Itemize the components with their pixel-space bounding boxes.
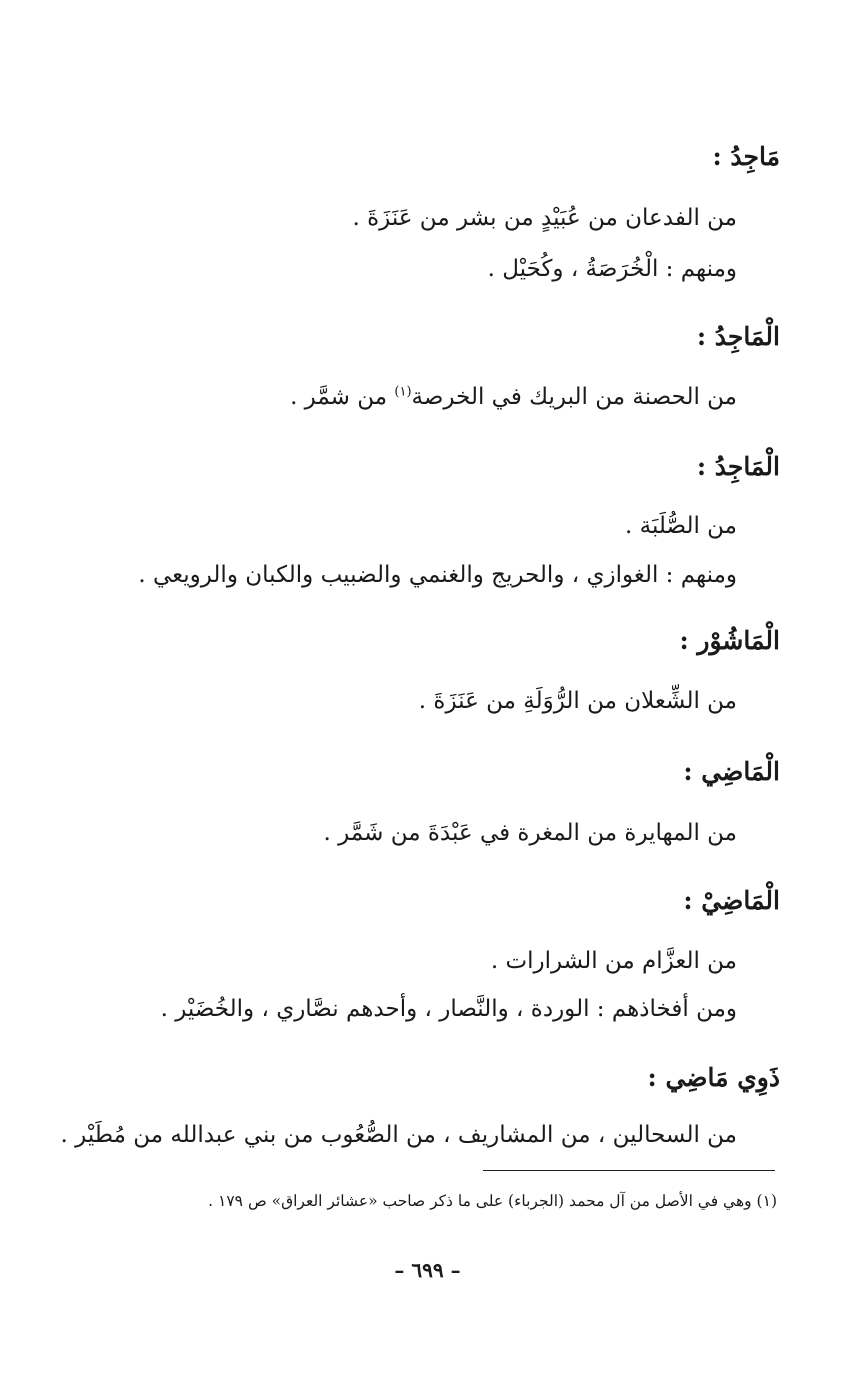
entry-text-line: من الفدعان من عُبَيْدٍ من بشر من عَنَزَةَ . [352,205,737,231]
entry-text-line: من الصُّلَبَة . [625,513,737,539]
entry-text-line: من السحالين ، من المشاريف ، من الصُّعُوب من بني عبدالله من مُطَيْر . [60,1122,737,1148]
entry-text-line: ومنهم : الغوازي ، والحريج والغنمي والضبيب والكبان والرويعي . [138,562,737,588]
entry-heading: الْمَاضِيْ : [683,886,780,915]
entry-heading: الْمَاضِي : [683,757,780,786]
entry-heading: ذَوِي مَاضِي : [647,1063,780,1092]
footnote: (١) وهي في الأصل من آل محمد (الجرباء) على ما ذكر صاحب «عشائر العراق» ص ١٧٩ . [208,1192,777,1210]
entry-heading: الْمَاجِدُ : [696,452,780,481]
entry-text-line: من العزَّام من الشرارات . [490,948,737,974]
entry-text-line: ومنهم : الْخُرَصَةُ ، وكُحَيْل . [487,256,737,282]
footnote-marker: (١) [394,384,412,400]
entry-text-line: من الشِّعلان من الرُّوَلَةِ من عَنَزَةَ . [418,688,737,714]
page-number: – ٦٩٩ – [394,1258,461,1282]
entry-heading: الْمَاجِدُ : [696,322,780,351]
entry-heading: مَاجِدُ : [712,142,780,171]
footnote-divider [483,1170,775,1171]
entry-text-segment: من الحصنة من البريك في الخرصة [411,384,737,410]
entry-text-line [290,384,737,410]
entry-text-line: من المهايرة من المغرة في عَبْدَةَ من شَمَّر . [323,820,737,846]
entry-text-segment: من شمَّر . [290,384,388,410]
entry-text-line: ومن أفخاذهم : الوردة ، والنَّصار ، وأحدهم نصَّاري ، والخُضَيْر . [160,996,737,1022]
entry-heading: الْمَاشُوْر : [679,626,780,655]
